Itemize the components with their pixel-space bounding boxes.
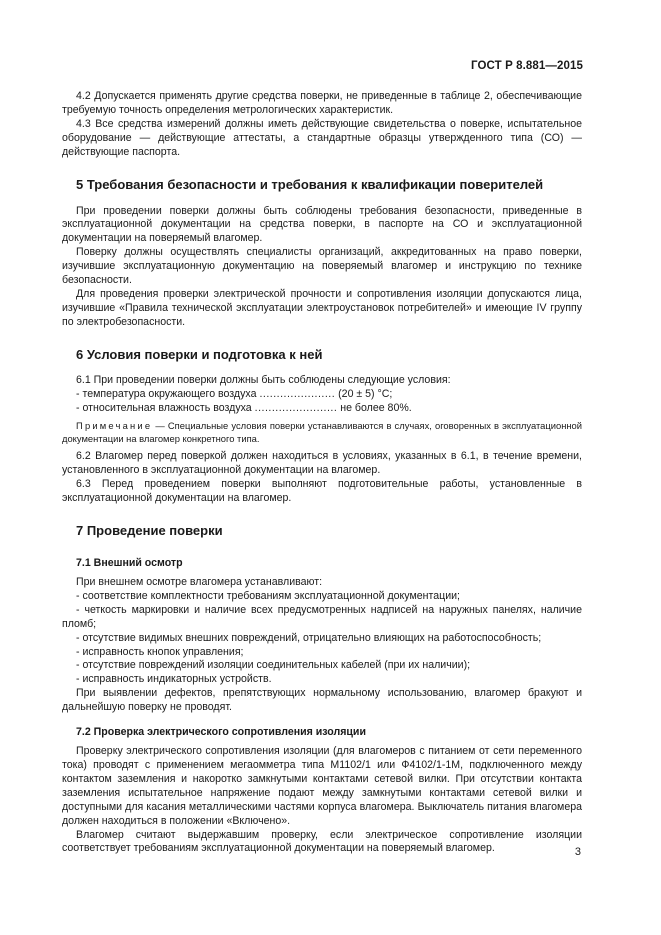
subsection-7-2-paragraph-2: Влагомер считают выдержавшим проверку, если электрическое сопротивление изоляции соответствует требованиям эксплуатационной документации на поверяемый влагомер.	[62, 828, 582, 855]
paragraph-6-3: 6.3 Перед проведением поверки выполняют подготовительные работы, установленные в эксплуатационной документации на влагомер.	[62, 478, 582, 505]
document-header: ГОСТ Р 8.881—2015	[471, 60, 583, 72]
note-label: Примечание	[76, 420, 153, 432]
subsection-7-2-paragraph-1: Проверку электрического сопротивления изоляции (для влагомеров с питанием от сети переменного тока) проводят с применением мегаомметра типа М1102/1 или Ф4102/1-1М, подключенного между контактом заземления и накоротко замкнутыми контактами сетевой вилки. При отсутствии контакта заземления испытательное напряжение подают между замкнутыми контактами сетевой вилки и доступными для касания металлическими частями корпуса влагомера. Выключатель питания влагомера должен находиться в положении «Включено».	[62, 745, 582, 827]
list-item: - отсутствие видимых внешних повреждений, отрицательно влияющих на работоспособность;	[76, 631, 542, 644]
subsection-7-1-conclusion: При выявлении дефектов, препятствующих нормальному использованию, влагомер бракуют и дальнейшую поверку не проводят.	[62, 687, 582, 714]
section-5-paragraph-2: Поверку должны осуществлять специалисты организаций, аккредитованных на право поверки, изучившие эксплуатационную документацию на поверяемый влагомер и инструкцию по технике безопасности.	[62, 246, 582, 287]
subsection-7-1-title: 7.1 Внешний осмотр	[76, 557, 183, 570]
section-5-title: 5 Требования безопасности и требования к квалификации поверителей	[76, 176, 544, 192]
note	[62, 419, 582, 445]
condition-humidity-dots: ........................	[254, 401, 338, 414]
condition-temperature-label: - температура окружающего воздуха	[76, 387, 257, 400]
condition-temperature	[62, 388, 582, 402]
subsection-7-1-intro: При внешнем осмотре влагомера устанавливают:	[76, 576, 323, 589]
condition-temperature-value: (20 ± 5) °С;	[338, 387, 393, 400]
condition-humidity	[62, 402, 582, 416]
section-5-paragraph-1: При проведении поверки должны быть соблюдены требования безопасности, приведенные в эксплуатационной документации на средства поверки, в паспорте на СО и эксплуатационной документации на поверяемый влагомер.	[62, 204, 582, 245]
section-7-title: 7 Проведение поверки	[76, 523, 223, 539]
section-5-paragraph-3: Для проведения проверки электрической прочности и сопротивления изоляции допускаются лица, изучившие «Правила технической эксплуатации электроустановок потребителей» и имеющие IV группу по электробезопасности.	[62, 287, 582, 328]
paragraph-4-2: 4.2 Допускается применять другие средства поверки, не приведенные в таблице 2, обеспечивающие требуемую точность определения метрологических характеристик.	[62, 90, 582, 116]
paragraph-6-2: 6.2 Влагомер перед поверкой должен находиться в условиях, указанных в 6.1, в течение времени, установленного в эксплуатационной документации на влагомер.	[62, 450, 582, 477]
page-number: 3	[574, 846, 581, 858]
list-item: - исправность кнопок управления;	[76, 645, 244, 658]
note-text: — Специальные условия поверки устанавливаются в случаях, оговоренных в эксплуатационной документации на влагомер конкретного типа.	[62, 420, 582, 445]
list-item: - четкость маркировки и наличие всех предусмотренных надписей на наружных панелях, наличие пломб;	[62, 603, 582, 630]
list-item: - отсутствие повреждений изоляции соединительных кабелей (при их наличии);	[76, 659, 471, 672]
condition-temperature-dots: ......................	[259, 387, 336, 400]
subsection-7-2-title: 7.2 Проверка электрического сопротивления изоляции	[76, 726, 366, 739]
paragraph-6-1: 6.1 При проведении поверки должны быть соблюдены следующие условия:	[76, 373, 451, 386]
paragraph-4-3: 4.3 Все средства измерений должны иметь действующие свидетельства о поверке, испытательное оборудование — действующие аттестаты, а стандартные образцы утвержденного типа (СО) — действующие паспорта.	[62, 117, 582, 158]
condition-humidity-value: не более 80%.	[340, 401, 412, 414]
list-item: - исправность индикаторных устройств.	[76, 673, 272, 686]
list-item: - соответствие комплектности требованиям эксплуатационной документации;	[76, 589, 460, 602]
section-6-title: 6 Условия поверки и подготовка к ней	[76, 346, 323, 362]
condition-humidity-label: - относительная влажность воздуха	[76, 401, 252, 414]
document-body	[62, 90, 582, 856]
